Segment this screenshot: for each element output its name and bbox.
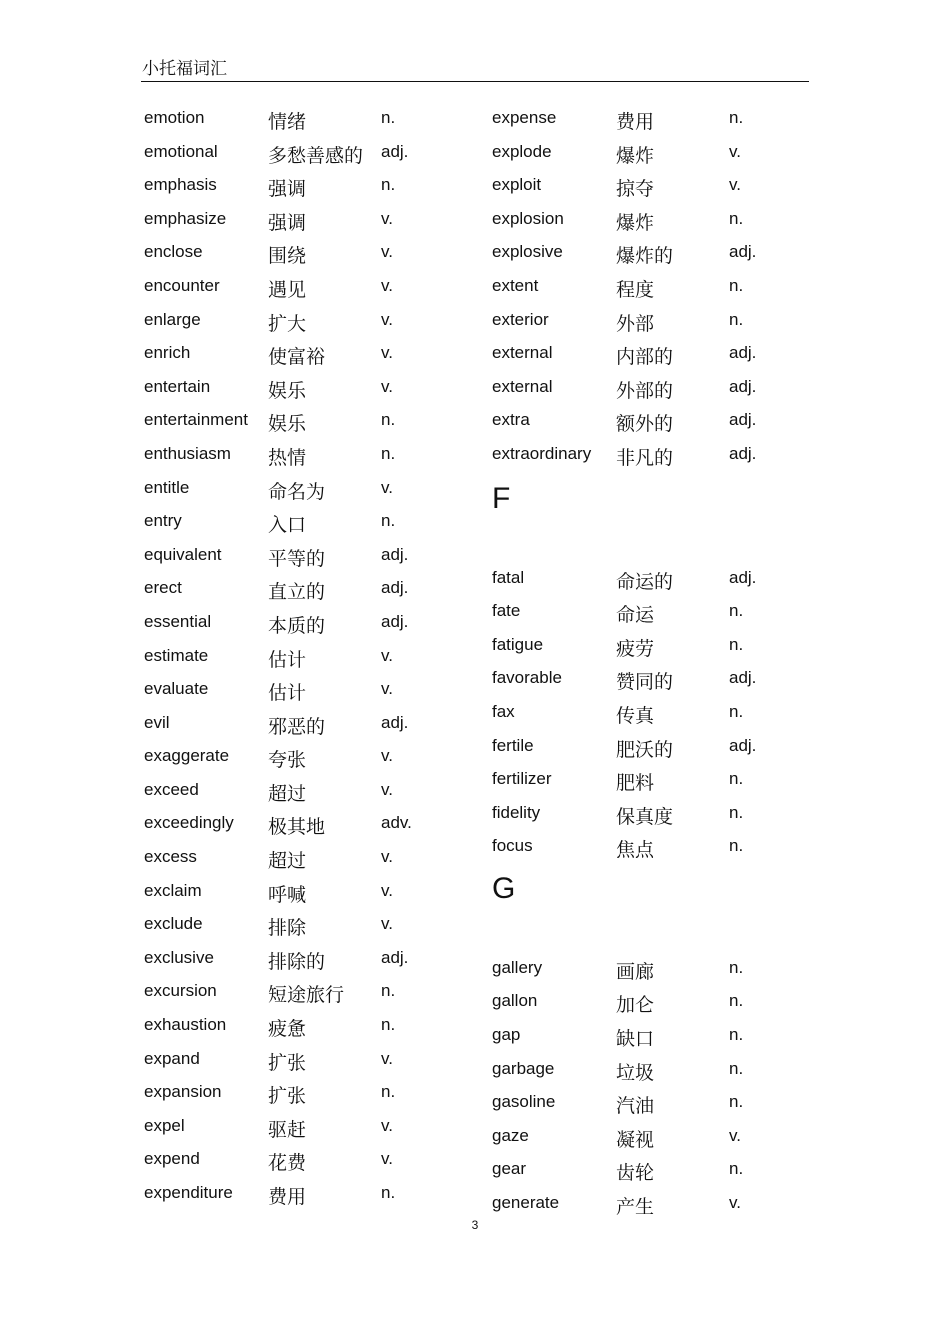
vocab-meaning: 入口 [268, 515, 307, 537]
vocab-part-of-speech: adj. [729, 443, 757, 463]
vocab-word: extra [492, 410, 530, 430]
vocab-meaning: 焦点 [616, 840, 655, 862]
vocab-part-of-speech: v. [381, 208, 393, 228]
vocab-entry [144, 404, 464, 438]
vocab-part-of-speech: v. [381, 645, 393, 665]
vocab-list-e [492, 102, 812, 472]
vocab-part-of-speech: n. [729, 634, 744, 654]
vocab-word: garbage [492, 1058, 555, 1078]
vocab-meaning: 爆炸 [616, 145, 655, 167]
vocab-meaning: 内部的 [616, 347, 674, 369]
vocab-part-of-speech: n. [729, 108, 744, 127]
vocab-part-of-speech: adj. [729, 343, 757, 363]
vocab-entry [144, 505, 464, 539]
vocab-meaning: 花费 [268, 1153, 307, 1175]
vocab-part-of-speech: n. [729, 802, 744, 822]
vocab-meaning: 娱乐 [268, 414, 307, 436]
vocab-entry [492, 304, 812, 338]
vocab-part-of-speech: n. [381, 108, 396, 127]
vocab-entry [492, 102, 812, 136]
vocab-meaning: 扩张 [268, 1052, 307, 1074]
vocab-word: exclusive [144, 947, 214, 967]
vocab-part-of-speech: n. [381, 1183, 396, 1202]
vocab-entry [144, 740, 464, 774]
vocab-word: exploit [492, 175, 542, 195]
vocab-part-of-speech: adj. [729, 668, 757, 688]
page-number: 3 [471, 1218, 479, 1232]
vocab-word: evil [144, 712, 170, 732]
vocab-meaning: 本质的 [268, 615, 326, 637]
vocab-meaning: 情绪 [268, 112, 307, 133]
vocab-entry [144, 304, 464, 338]
vocab-entry [492, 136, 812, 170]
vocab-meaning: 遇见 [268, 279, 307, 301]
vocab-meaning: 超过 [268, 783, 307, 805]
section-heading-f: F [492, 481, 511, 515]
vocab-entry [144, 1143, 464, 1177]
vocab-part-of-speech: v. [381, 914, 393, 934]
vocab-meaning: 画廊 [616, 961, 655, 983]
vocab-word: expense [492, 108, 557, 127]
vocab-word: gasoline [492, 1092, 556, 1112]
vocab-entry [492, 1053, 812, 1087]
vocab-meaning: 极其地 [268, 817, 326, 839]
vocab-meaning: 直立的 [268, 582, 326, 604]
vocab-word: fax [492, 701, 515, 721]
vocab-part-of-speech: n. [729, 1159, 744, 1179]
vocab-meaning: 呼喊 [268, 884, 307, 906]
vocab-meaning: 汽油 [616, 1096, 655, 1118]
vocab-meaning: 平等的 [268, 548, 326, 570]
vocab-meaning: 多愁善感的 [268, 145, 364, 167]
vocab-entry [144, 673, 464, 707]
vocab-column-right [492, 102, 812, 1221]
vocab-part-of-speech: adj. [729, 567, 757, 587]
vocab-word: emotional [144, 141, 218, 161]
vocab-part-of-speech: v. [729, 1193, 741, 1213]
vocab-entry [492, 438, 812, 472]
vocab-word: fatal [492, 567, 525, 587]
vocab-part-of-speech: v. [381, 242, 393, 262]
vocab-meaning: 邪恶的 [268, 716, 326, 738]
vocab-meaning: 超过 [268, 851, 307, 873]
vocab-entry [492, 952, 812, 986]
vocab-meaning: 肥料 [616, 773, 655, 795]
vocab-entry [492, 1120, 812, 1154]
vocab-part-of-speech: adv. [381, 813, 412, 833]
vocab-part-of-speech: v. [381, 275, 393, 295]
vocab-entry [492, 562, 812, 596]
vocab-word: enthusiasm [144, 443, 231, 463]
vocab-word: exceed [144, 779, 199, 799]
vocab-part-of-speech: v. [381, 343, 393, 363]
vocab-meaning: 肥沃的 [616, 739, 674, 761]
vocab-part-of-speech: v. [381, 1048, 393, 1068]
vocab-part-of-speech: v. [381, 746, 393, 766]
vocab-word: exceedingly [144, 813, 234, 833]
vocab-word: external [492, 376, 553, 396]
vocab-entry [144, 371, 464, 405]
vocab-part-of-speech: v. [381, 779, 393, 799]
vocab-meaning: 夸张 [268, 750, 307, 772]
vocab-entry [144, 102, 464, 136]
vocab-entry [492, 763, 812, 797]
vocab-entry [492, 830, 812, 864]
vocab-word: essential [144, 611, 212, 631]
vocab-part-of-speech: n. [729, 1025, 744, 1045]
vocab-meaning: 排除的 [268, 951, 326, 973]
vocab-entry [144, 1009, 464, 1043]
vocab-entry [492, 662, 812, 696]
vocab-meaning: 费用 [268, 1187, 307, 1208]
vocab-part-of-speech: n. [381, 1082, 396, 1102]
vocab-entry [144, 236, 464, 270]
vocab-part-of-speech: n. [729, 701, 744, 721]
vocab-part-of-speech: n. [729, 1058, 744, 1078]
vocab-entry [144, 1110, 464, 1144]
vocab-entry [144, 337, 464, 371]
vocab-meaning: 估计 [268, 649, 307, 671]
vocab-word: focus [492, 836, 533, 856]
vocab-entry [492, 236, 812, 270]
vocab-word: emotion [144, 108, 205, 127]
vocab-word: entitle [144, 477, 190, 497]
vocab-entry [144, 640, 464, 674]
vocab-word: gallery [492, 957, 543, 977]
vocab-entry [144, 572, 464, 606]
vocab-word: excursion [144, 981, 217, 1001]
vocab-entry [144, 438, 464, 472]
vocab-entry [492, 371, 812, 405]
vocab-part-of-speech: v. [381, 880, 393, 900]
vocab-meaning: 保真度 [616, 806, 674, 828]
vocab-meaning: 赞同的 [616, 672, 674, 694]
vocab-word: encounter [144, 275, 220, 295]
vocab-word: expansion [144, 1082, 222, 1102]
vocab-meaning: 疲劳 [616, 638, 655, 660]
vocab-entry [144, 975, 464, 1009]
vocab-part-of-speech: n. [729, 957, 744, 977]
vocab-word: extraordinary [492, 443, 592, 463]
vocab-meaning: 扩张 [268, 1086, 307, 1108]
vocab-part-of-speech: v. [729, 175, 741, 195]
vocab-part-of-speech: v. [381, 477, 393, 497]
vocab-entry [144, 1076, 464, 1110]
vocab-part-of-speech: n. [729, 601, 744, 621]
vocab-word: generate [492, 1193, 560, 1213]
vocab-entry [144, 270, 464, 304]
vocab-part-of-speech: v. [729, 141, 741, 161]
vocab-part-of-speech: n. [381, 443, 396, 463]
vocab-meaning: 娱乐 [268, 380, 307, 402]
vocab-part-of-speech: n. [381, 981, 396, 1001]
vocab-word: entertain [144, 376, 211, 396]
vocab-entry [144, 136, 464, 170]
vocab-entry [144, 472, 464, 506]
vocab-part-of-speech: adj. [729, 376, 757, 396]
vocab-part-of-speech: n. [729, 991, 744, 1011]
vocab-entry [144, 1043, 464, 1077]
vocab-part-of-speech: adj. [381, 947, 409, 967]
vocab-part-of-speech: n. [381, 1015, 396, 1035]
vocab-entry [144, 807, 464, 841]
vocab-meaning: 费用 [616, 112, 655, 133]
vocab-word: entry [144, 511, 182, 531]
vocab-meaning: 使富裕 [268, 347, 326, 369]
vocab-part-of-speech: v. [381, 1149, 393, 1169]
vocab-entry [492, 203, 812, 237]
vocab-entry [492, 270, 812, 304]
vocab-word: expenditure [144, 1183, 233, 1202]
vocab-part-of-speech: adj. [381, 578, 409, 598]
vocab-word: emphasize [144, 208, 227, 228]
vocab-part-of-speech: adj. [381, 611, 409, 631]
vocab-word: explosive [492, 242, 563, 262]
vocab-part-of-speech: n. [729, 309, 744, 329]
vocab-part-of-speech: v. [381, 679, 393, 699]
vocab-meaning: 程度 [616, 279, 655, 301]
page-header-title: 小托福词汇 [142, 59, 227, 78]
vocab-entry [492, 1086, 812, 1120]
vocab-word: exhaustion [144, 1015, 227, 1035]
vocab-word: external [492, 343, 553, 363]
vocab-part-of-speech: n. [729, 275, 744, 295]
vocab-word: excess [144, 847, 197, 867]
vocab-word: enrich [144, 343, 191, 363]
vocab-word: explode [492, 141, 552, 161]
vocab-word: exterior [492, 309, 549, 329]
vocab-meaning: 强调 [268, 212, 307, 234]
vocab-word: fatigue [492, 634, 544, 654]
vocab-part-of-speech: adj. [729, 410, 757, 430]
vocab-meaning: 产生 [616, 1197, 655, 1219]
vocab-word: equivalent [144, 544, 222, 564]
vocab-meaning: 垃圾 [616, 1062, 655, 1084]
vocab-part-of-speech: adj. [381, 712, 409, 732]
vocab-part-of-speech: v. [381, 847, 393, 867]
vocab-entry [492, 1153, 812, 1187]
vocab-meaning: 热情 [268, 447, 307, 469]
vocab-word: expend [144, 1149, 200, 1169]
vocab-meaning: 排除 [268, 918, 307, 940]
vocab-entry [144, 203, 464, 237]
header-rule [141, 81, 809, 82]
vocab-word: gallon [492, 991, 538, 1011]
vocab-meaning: 加仑 [616, 995, 655, 1017]
vocab-word: explosion [492, 208, 564, 228]
vocab-entry [144, 908, 464, 942]
vocab-meaning: 齿轮 [616, 1163, 655, 1185]
vocab-list-g [492, 952, 812, 1221]
vocab-entry [492, 1019, 812, 1053]
vocab-word: gaze [492, 1125, 529, 1145]
vocab-word: estimate [144, 645, 209, 665]
vocab-entry [492, 730, 812, 764]
vocab-meaning: 外部的 [616, 380, 674, 402]
vocab-entry [492, 629, 812, 663]
vocab-word: evaluate [144, 679, 209, 699]
vocab-part-of-speech: adj. [381, 544, 409, 564]
vocab-meaning: 爆炸 [616, 212, 655, 234]
vocab-entry [144, 774, 464, 808]
section-g [492, 864, 812, 952]
vocab-meaning: 爆炸的 [616, 246, 674, 268]
vocab-word: gear [492, 1159, 527, 1179]
vocab-entry [144, 942, 464, 976]
vocab-part-of-speech: adj. [729, 735, 757, 755]
vocab-entry [492, 404, 812, 438]
section-heading-g: G [492, 871, 516, 905]
vocab-list-f [492, 562, 812, 864]
vocab-entry [144, 606, 464, 640]
vocab-entry [492, 337, 812, 371]
vocab-meaning: 额外的 [616, 414, 674, 436]
vocab-entry [492, 169, 812, 203]
vocab-meaning: 缺口 [616, 1029, 655, 1051]
vocab-entry [492, 797, 812, 831]
vocab-word: fate [492, 601, 521, 621]
vocab-meaning: 扩大 [268, 313, 307, 335]
vocab-word: emphasis [144, 175, 217, 195]
vocab-meaning: 命运的 [616, 571, 674, 593]
vocab-entry [144, 841, 464, 875]
vocab-word: exclude [144, 914, 203, 934]
vocab-word: entertainment [144, 410, 248, 430]
vocab-part-of-speech: n. [729, 208, 744, 228]
vocab-word: enlarge [144, 309, 201, 329]
vocab-entry [492, 1187, 812, 1221]
vocab-part-of-speech: v. [381, 1115, 393, 1135]
vocab-word: fertile [492, 735, 534, 755]
vocab-meaning: 命名为 [268, 481, 326, 503]
vocab-part-of-speech: adj. [729, 242, 757, 262]
vocab-word: expel [144, 1115, 185, 1135]
vocab-word: erect [144, 578, 182, 598]
vocab-meaning: 短途旅行 [268, 985, 345, 1007]
vocab-meaning: 非凡的 [616, 447, 674, 469]
vocab-word: enclose [144, 242, 203, 262]
vocab-meaning: 命运 [616, 605, 655, 627]
vocab-column-left [144, 102, 464, 1211]
vocab-word: expand [144, 1048, 200, 1068]
vocab-entry [492, 595, 812, 629]
vocab-word: gap [492, 1025, 521, 1045]
vocab-entry [144, 169, 464, 203]
vocab-entry [144, 707, 464, 741]
vocab-word: exclaim [144, 880, 202, 900]
vocab-meaning: 围绕 [268, 246, 307, 268]
vocab-part-of-speech: v. [729, 1125, 741, 1145]
vocab-part-of-speech: v. [381, 376, 393, 396]
vocab-meaning: 外部 [616, 313, 655, 335]
vocab-meaning: 驱赶 [268, 1119, 307, 1141]
vocab-meaning: 疲惫 [268, 1019, 307, 1041]
vocab-word: exaggerate [144, 746, 230, 766]
vocab-entry [144, 539, 464, 573]
vocab-entry [492, 985, 812, 1019]
vocab-meaning: 凝视 [616, 1129, 655, 1151]
vocab-part-of-speech: v. [381, 309, 393, 329]
vocab-part-of-speech: n. [729, 1092, 744, 1112]
vocab-part-of-speech: n. [729, 769, 744, 789]
vocab-word: fertilizer [492, 769, 552, 789]
vocab-word: favorable [492, 668, 562, 688]
section-f [492, 472, 812, 562]
vocab-entry [144, 1177, 464, 1211]
vocab-word: extent [492, 275, 539, 295]
vocab-part-of-speech: n. [381, 410, 396, 430]
vocab-part-of-speech: n. [381, 511, 396, 531]
vocab-part-of-speech: adj. [381, 141, 409, 161]
vocab-part-of-speech: n. [729, 836, 744, 856]
vocab-meaning: 估计 [268, 683, 307, 705]
vocab-part-of-speech: n. [381, 175, 396, 195]
vocab-entry [144, 875, 464, 909]
vocab-entry [492, 696, 812, 730]
vocab-meaning: 掠夺 [616, 179, 655, 201]
vocab-meaning: 传真 [616, 705, 655, 727]
vocab-word: fidelity [492, 802, 541, 822]
vocab-meaning: 强调 [268, 179, 307, 201]
